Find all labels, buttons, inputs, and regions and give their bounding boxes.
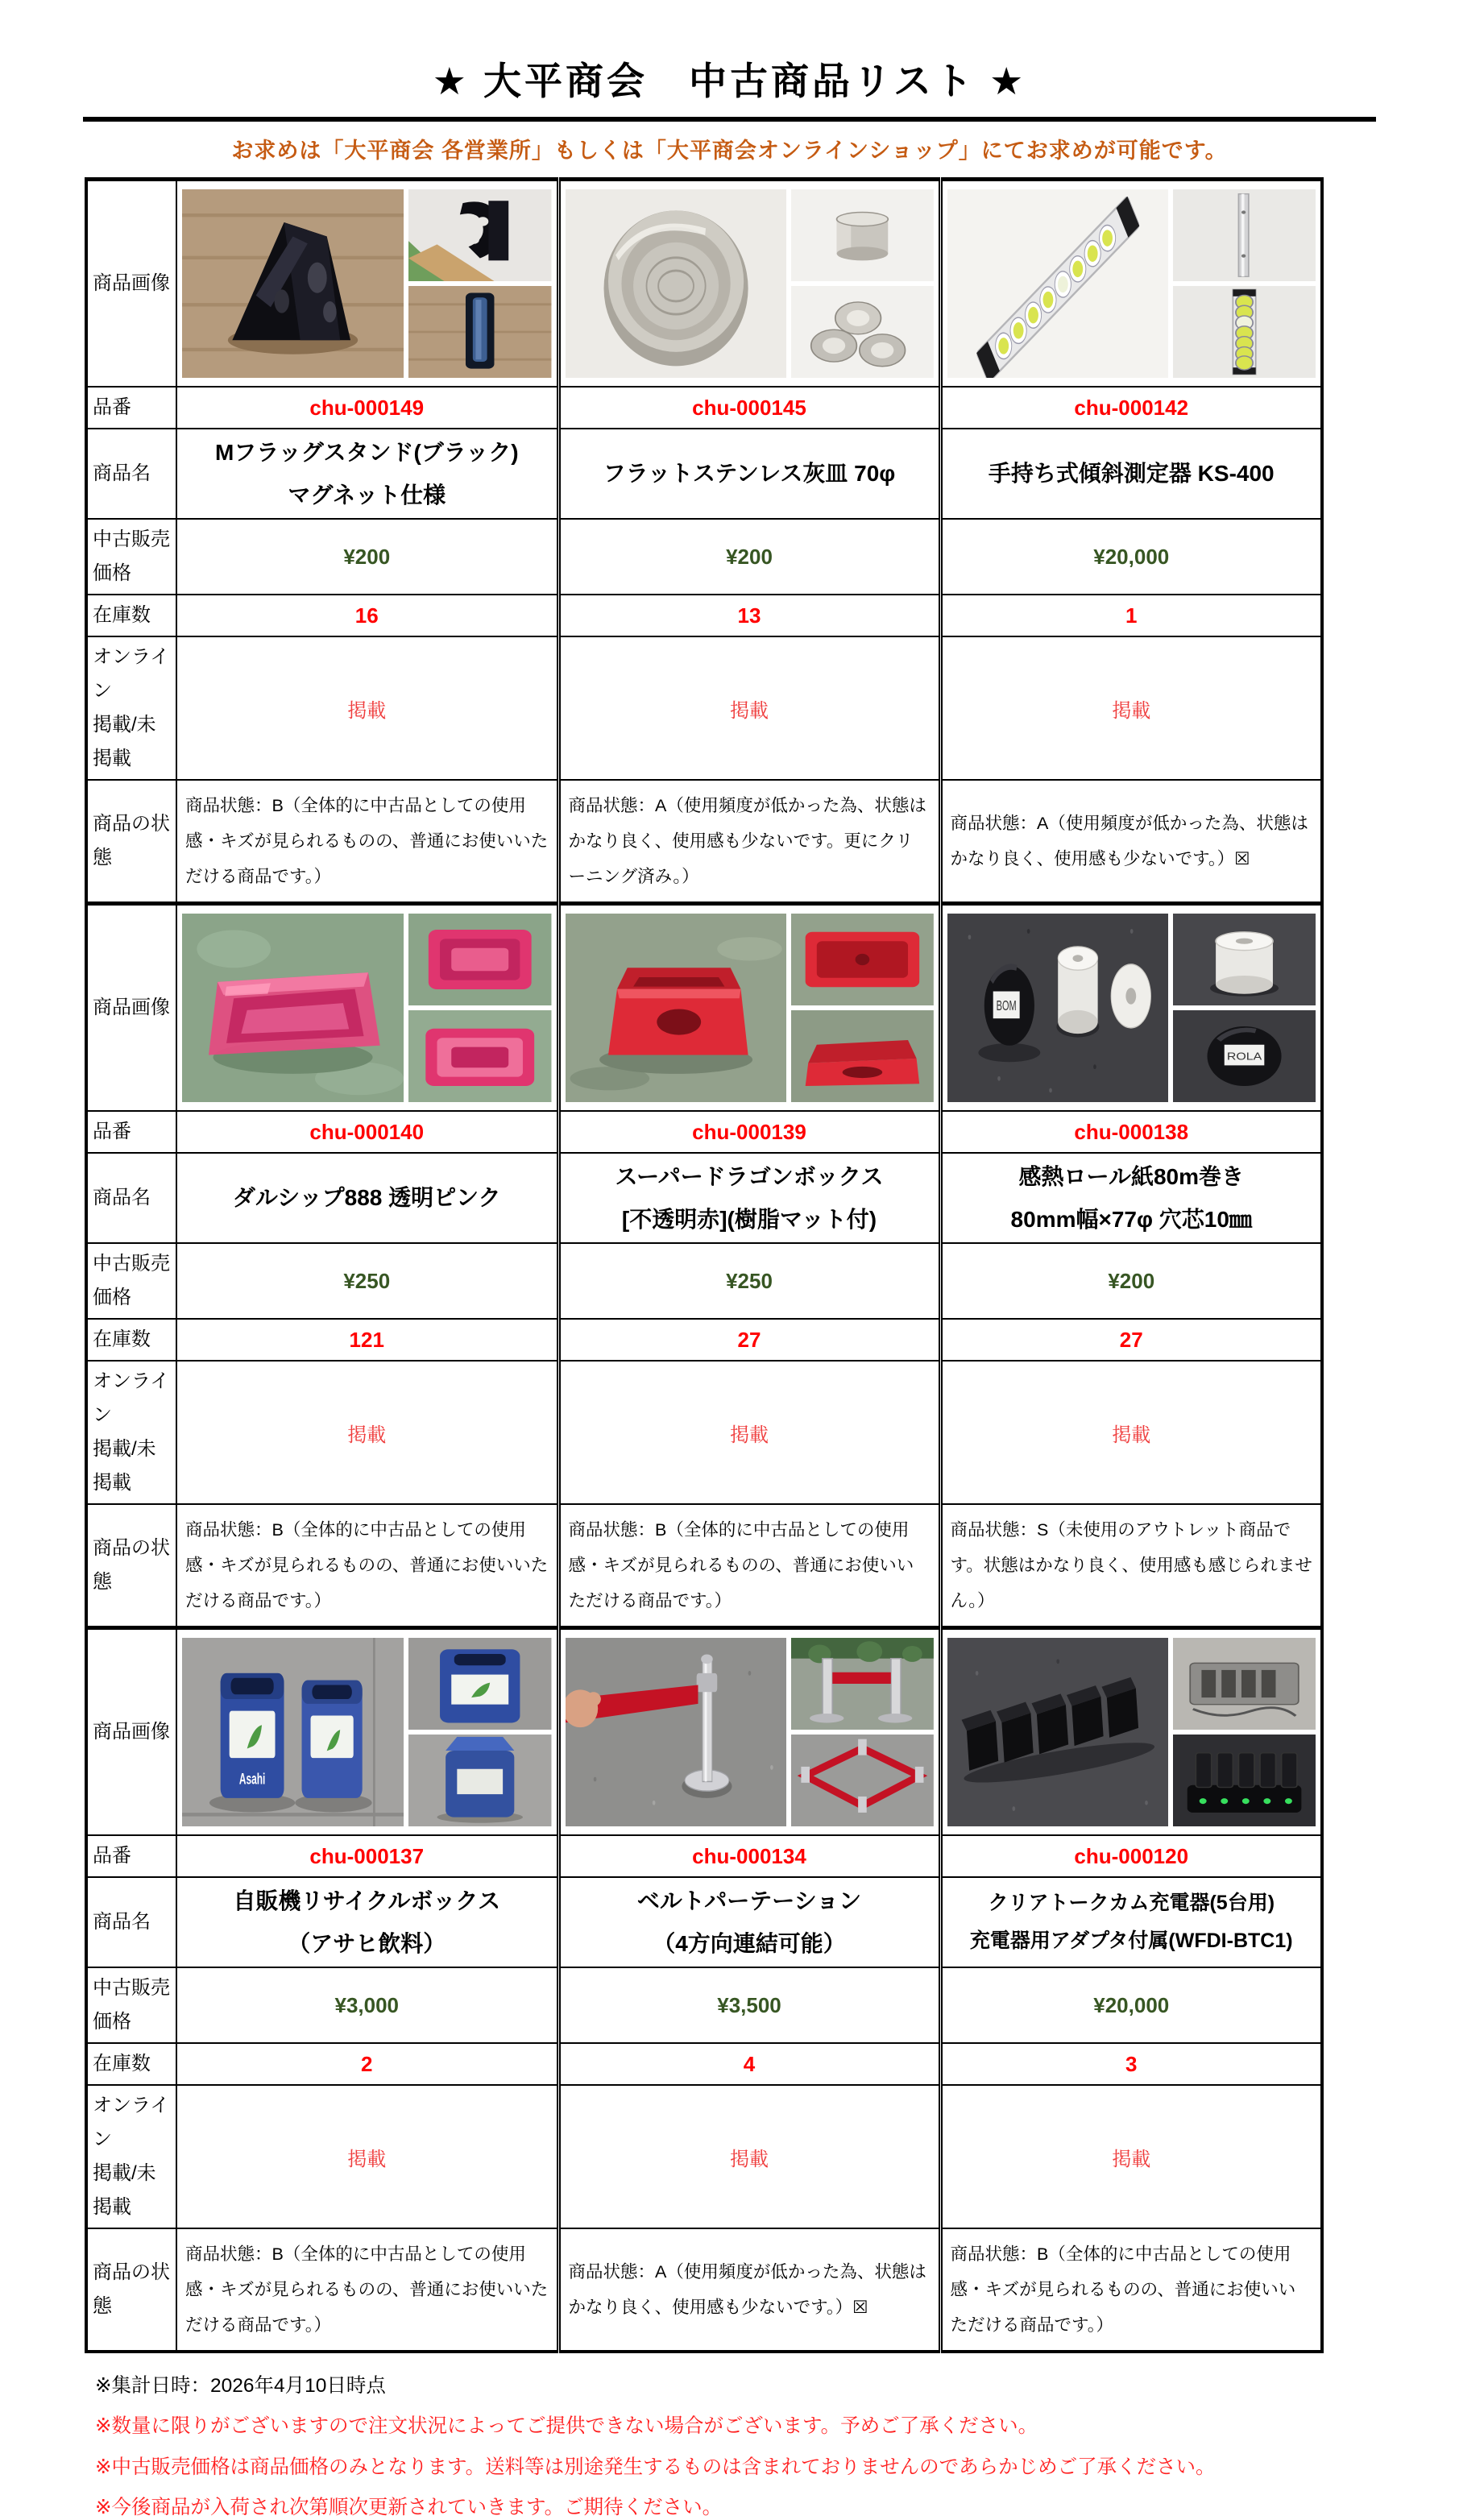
product-group-1 bbox=[86, 180, 1322, 904]
product-name: フラットステンレス灰皿 70φ bbox=[558, 429, 940, 519]
ashtray-thumb-bottom bbox=[791, 286, 934, 378]
thermal-roll-photos bbox=[943, 909, 1321, 1107]
belt-partition-thumb-top bbox=[791, 1638, 934, 1730]
thermal-roll-photo-main bbox=[947, 914, 1168, 1102]
belt-poles-photo bbox=[791, 1638, 934, 1730]
thermal-roll-main-photo bbox=[947, 914, 1168, 1102]
flag-stand-photos bbox=[177, 184, 557, 383]
row-label-online: オンライン 掲載/未掲載 bbox=[86, 636, 176, 780]
row-label-price: 中古販売価格 bbox=[86, 1243, 176, 1319]
blue-bin-photo bbox=[408, 1638, 551, 1730]
level-photo-main bbox=[947, 189, 1168, 378]
ashtray-thumbs bbox=[791, 189, 934, 378]
condition-text: 商品状態：S（未使用のアウトレット商品です。状態はかなり良く、使用感も感じられません。） bbox=[940, 1504, 1322, 1628]
page-title: ★ 大平商会 中古商品リスト ★ bbox=[432, 60, 1027, 102]
ashtray-photos bbox=[561, 184, 939, 383]
price-value: ¥3,500 bbox=[558, 1967, 940, 2043]
flag-stand-thumb-bottom bbox=[408, 286, 551, 378]
price-value: ¥200 bbox=[558, 519, 940, 595]
online-status: 掲載 bbox=[940, 1361, 1322, 1504]
pink-box-photo bbox=[408, 914, 551, 1005]
row-label-image: 商品画像 bbox=[86, 904, 176, 1112]
row-label-condition: 商品の状態 bbox=[86, 2228, 176, 2352]
charger-thumb-bottom bbox=[1173, 1735, 1316, 1826]
roll-label-text: BOM bbox=[996, 998, 1017, 1014]
flag-stand-bracket-photo bbox=[408, 189, 551, 281]
level-photos bbox=[943, 184, 1321, 383]
recycle-box-main-photo bbox=[182, 1638, 404, 1826]
price-value: ¥250 bbox=[558, 1243, 940, 1319]
level-thumb-bottom bbox=[1173, 286, 1316, 378]
recycle-box-thumbs bbox=[408, 1638, 551, 1826]
price-value: ¥3,000 bbox=[176, 1967, 558, 2043]
price-value: ¥20,000 bbox=[940, 519, 1322, 595]
red-box-top-photo bbox=[791, 914, 934, 1005]
level-main-photo bbox=[947, 189, 1168, 378]
row-label-condition: 商品の状態 bbox=[86, 1504, 176, 1628]
flag-stand-thumb-top bbox=[408, 189, 551, 281]
pink-tray-thumb-top bbox=[408, 914, 551, 1005]
row-label-online: オンライン 掲載/未掲載 bbox=[86, 2085, 176, 2228]
row-label-stock: 在庫数 bbox=[86, 1319, 176, 1361]
product-photo-cell bbox=[940, 1628, 1322, 1836]
roll-label-text: ROLA bbox=[1226, 1051, 1262, 1063]
ashtray-thumb-top bbox=[791, 189, 934, 281]
footnotes bbox=[95, 2374, 1459, 2520]
recycle-box-thumb-bottom bbox=[408, 1735, 551, 1826]
stock-value: 16 bbox=[176, 595, 558, 636]
part-no-value: chu-000145 bbox=[558, 387, 940, 429]
dragon-box-thumbs bbox=[791, 914, 934, 1102]
row-label-name: 商品名 bbox=[86, 1877, 176, 1967]
red-box-angle-photo bbox=[791, 1010, 934, 1102]
charger-thumb-top bbox=[1173, 1638, 1316, 1730]
pink-tray-thumb-bottom bbox=[408, 1010, 551, 1102]
condition-text: 商品状態：A（使用頻度が低かった為、状態はかなり良く、使用感も少ないです。）☒ bbox=[940, 780, 1322, 904]
stock-value: 3 bbox=[940, 2043, 1322, 2085]
footnote-date: ※集計日時：2026年4月10日時点 bbox=[95, 2375, 386, 2397]
row-label-image: 商品画像 bbox=[86, 180, 176, 388]
flag-stand-blue-photo bbox=[408, 286, 551, 378]
thermal-roll-thumb-bottom bbox=[1173, 1010, 1316, 1102]
price-value: ¥200 bbox=[940, 1243, 1322, 1319]
row-label-online: オンライン 掲載/未掲載 bbox=[86, 1361, 176, 1504]
thermal-roll-thumb-top bbox=[1173, 914, 1316, 1005]
row-label-part-no: 品番 bbox=[86, 1111, 176, 1153]
ashtray-photo-main bbox=[566, 189, 786, 378]
online-status: 掲載 bbox=[940, 2085, 1322, 2228]
product-photo-cell bbox=[940, 904, 1322, 1112]
product-photo-cell bbox=[558, 1628, 940, 1836]
condition-text: 商品状態：B（全体的に中古品としての使用感・キズが見られるものの、普通にお使いいただける商品です。） bbox=[940, 2228, 1322, 2352]
belt-partition-thumbs bbox=[791, 1638, 934, 1826]
pink-box-photo-2 bbox=[408, 1010, 551, 1102]
dragon-box-thumb-top bbox=[791, 914, 934, 1005]
part-no-value: chu-000134 bbox=[558, 1835, 940, 1877]
condition-text: 商品状態：B（全体的に中古品としての使用感・キズが見られるものの、普通にお使いいただける商品です。） bbox=[558, 1504, 940, 1628]
product-name: クリアトークカム充電器(5台用) 充電器用アダプタ付属(WFDI-BTC1) bbox=[940, 1877, 1322, 1967]
row-label-part-no: 品番 bbox=[86, 1835, 176, 1877]
row-label-part-no: 品番 bbox=[86, 387, 176, 429]
stock-value: 2 bbox=[176, 2043, 558, 2085]
recycle-box-photo-main bbox=[182, 1638, 404, 1826]
stock-value: 4 bbox=[558, 2043, 940, 2085]
stock-value: 121 bbox=[176, 1319, 558, 1361]
product-group-2 bbox=[86, 904, 1322, 1628]
price-value: ¥20,000 bbox=[940, 1967, 1322, 2043]
level-side-photo bbox=[1173, 189, 1316, 281]
pink-tray-thumbs bbox=[408, 914, 551, 1102]
stock-value: 1 bbox=[940, 595, 1322, 636]
belt-partition-photos bbox=[561, 1633, 939, 1831]
recycle-box-photos bbox=[177, 1633, 557, 1831]
part-no-value: chu-000140 bbox=[176, 1111, 558, 1153]
dragon-box-photos bbox=[561, 909, 939, 1107]
part-no-value: chu-000137 bbox=[176, 1835, 558, 1877]
level-vertical-photo bbox=[1173, 286, 1316, 378]
row-label-condition: 商品の状態 bbox=[86, 780, 176, 904]
charger-thumbs bbox=[1173, 1638, 1316, 1826]
product-name: ダルシップ888 透明ピンク bbox=[176, 1153, 558, 1243]
white-roll-photo bbox=[1173, 914, 1316, 1005]
row-label-price: 中古販売価格 bbox=[86, 519, 176, 595]
charger-photos bbox=[943, 1633, 1321, 1831]
condition-text: 商品状態：B（全体的に中古品としての使用感・キズが見られるものの、普通にお使いいただける商品です。） bbox=[176, 2228, 558, 2352]
dragon-box-thumb-bottom bbox=[791, 1010, 934, 1102]
row-label-name: 商品名 bbox=[86, 1153, 176, 1243]
product-photo-cell bbox=[176, 904, 558, 1112]
used-products-table bbox=[85, 177, 1324, 2353]
product-name: 自販機リサイクルボックス （アサヒ飲料） bbox=[176, 1877, 558, 1967]
product-group-3 bbox=[86, 1628, 1322, 2352]
stock-value: 13 bbox=[558, 595, 940, 636]
pink-tray-main-photo bbox=[182, 914, 404, 1102]
part-no-value: chu-000142 bbox=[940, 387, 1322, 429]
level-thumbs bbox=[1173, 189, 1316, 378]
dragon-box-photo-main bbox=[566, 914, 786, 1102]
online-status: 掲載 bbox=[940, 636, 1322, 780]
footnote-updates: ※今後商品が入荷され次第順次更新されていきます。ご期待ください。 bbox=[95, 2497, 723, 2519]
product-photo-cell bbox=[176, 180, 558, 388]
condition-text: 商品状態：B（全体的に中古品としての使用感・キズが見られるものの、普通にお使いいただける商品です。） bbox=[176, 780, 558, 904]
page-subtitle: お求めは「大平商会 各営業所」もしくは「大平商会オンラインショップ」にてお求めが可能です。 bbox=[231, 139, 1228, 163]
blue-bin-flap-photo bbox=[408, 1735, 551, 1826]
price-value: ¥200 bbox=[176, 519, 558, 595]
product-name: Mフラッグスタンド(ブラック) マグネット仕様 bbox=[176, 429, 558, 519]
charger-rack-photo bbox=[1173, 1638, 1316, 1730]
row-label-name: 商品名 bbox=[86, 429, 176, 519]
title-divider bbox=[83, 117, 1376, 122]
flag-stand-photo-main bbox=[182, 189, 404, 378]
row-label-image: 商品画像 bbox=[86, 1628, 176, 1836]
product-name: 感熱ロール紙80m巻き 80mm幅×77φ 穴芯10㎜ bbox=[940, 1153, 1322, 1243]
price-value: ¥250 bbox=[176, 1243, 558, 1319]
stock-value: 27 bbox=[558, 1319, 940, 1361]
product-name: スーパードラゴンボックス [不透明赤](樹脂マット付) bbox=[558, 1153, 940, 1243]
online-status: 掲載 bbox=[558, 1361, 940, 1504]
part-no-value: chu-000139 bbox=[558, 1111, 940, 1153]
stock-value: 27 bbox=[940, 1319, 1322, 1361]
belt-partition-photo-main bbox=[566, 1638, 786, 1826]
condition-text: 商品状態：B（全体的に中古品としての使用感・キズが見られるものの、普通にお使いいただける商品です。） bbox=[176, 1504, 558, 1628]
level-thumb-top bbox=[1173, 189, 1316, 281]
charger-main-photo bbox=[947, 1638, 1168, 1826]
product-photo-cell bbox=[558, 180, 940, 388]
row-label-stock: 在庫数 bbox=[86, 595, 176, 636]
part-no-value: chu-000138 bbox=[940, 1111, 1322, 1153]
thermal-roll-thumbs bbox=[1173, 914, 1316, 1102]
black-wrapped-roll-photo bbox=[1173, 1010, 1316, 1102]
ashtray-stack-photo bbox=[791, 286, 934, 378]
flag-stand-thumbs bbox=[408, 189, 551, 378]
row-label-price: 中古販売価格 bbox=[86, 1967, 176, 2043]
ashtray-main-photo bbox=[566, 189, 786, 378]
online-status: 掲載 bbox=[558, 2085, 940, 2228]
dragon-box-main-photo bbox=[566, 914, 786, 1102]
belt-partition-main-photo bbox=[566, 1638, 786, 1826]
recycle-box-thumb-top bbox=[408, 1638, 551, 1730]
charger-photo-main bbox=[947, 1638, 1168, 1826]
online-status: 掲載 bbox=[558, 636, 940, 780]
product-name: 手持ち式傾斜測定器 KS-400 bbox=[940, 429, 1322, 519]
pink-tray-photo-main bbox=[182, 914, 404, 1102]
condition-text: 商品状態：A（使用頻度が低かった為、状態はかなり良く、使用感も少ないです。）☒ bbox=[558, 2228, 940, 2352]
part-no-value: chu-000120 bbox=[940, 1835, 1322, 1877]
online-status: 掲載 bbox=[176, 636, 558, 780]
belt-square-photo bbox=[791, 1735, 934, 1826]
row-label-stock: 在庫数 bbox=[86, 2043, 176, 2085]
flag-stand-main-photo bbox=[182, 189, 404, 378]
product-name: ベルトパーテーション （4方向連結可能） bbox=[558, 1877, 940, 1967]
online-status: 掲載 bbox=[176, 2085, 558, 2228]
ashtray-cylinder-photo bbox=[791, 189, 934, 281]
asahi-logo-text: Asahi bbox=[238, 1771, 266, 1788]
product-photo-cell bbox=[940, 180, 1322, 388]
product-photo-cell bbox=[176, 1628, 558, 1836]
pink-tray-photos bbox=[177, 909, 557, 1107]
charger-bank-photo bbox=[1173, 1735, 1316, 1826]
part-no-value: chu-000149 bbox=[176, 387, 558, 429]
footnote-stock-limit: ※数量に限りがございますので注文状況によってご提供できない場合がございます。予めご了承ください。 bbox=[95, 2415, 1038, 2438]
product-photo-cell bbox=[558, 904, 940, 1112]
belt-partition-thumb-bottom bbox=[791, 1735, 934, 1826]
condition-text: 商品状態：A（使用頻度が低かった為、状態はかなり良く、使用感も少ないです。更にクリーニング済み。） bbox=[558, 780, 940, 904]
footnote-shipping: ※中古販売価格は商品価格のみとなります。送料等は別途発生するものは含まれておりませんのであらかじめご了承ください。 bbox=[95, 2456, 1216, 2478]
online-status: 掲載 bbox=[176, 1361, 558, 1504]
